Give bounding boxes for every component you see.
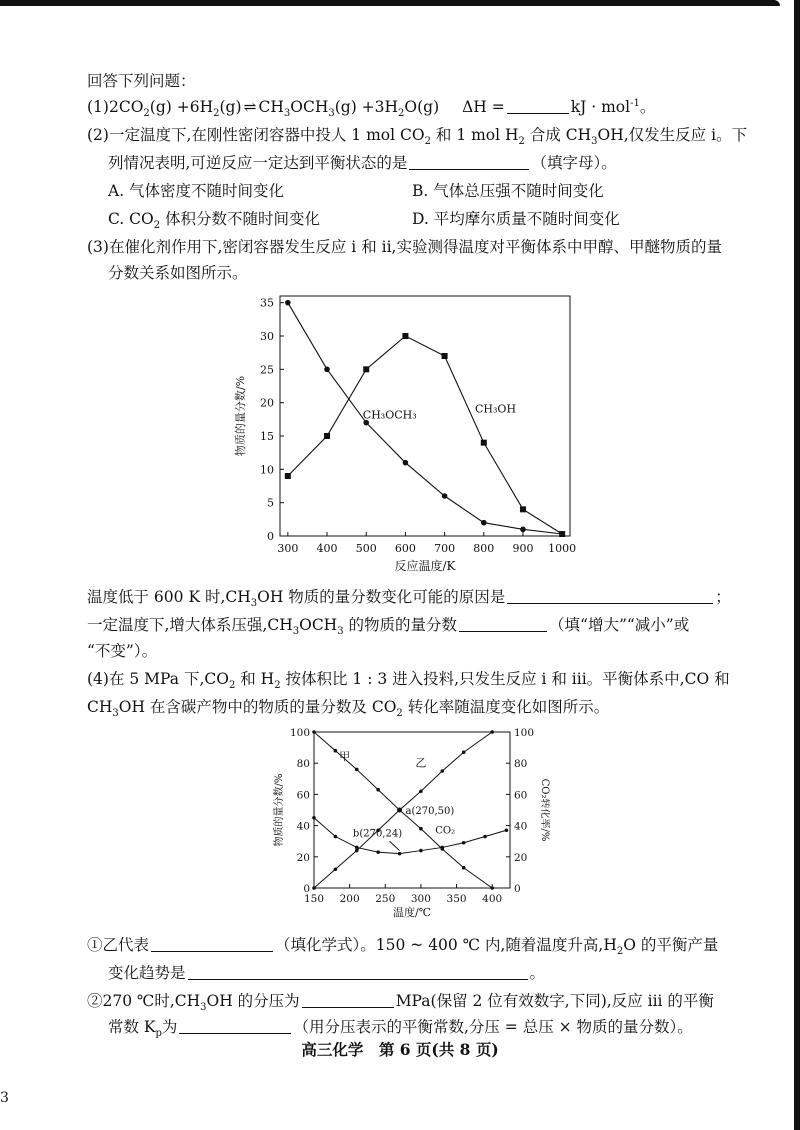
series-label-yi: 乙 (415, 756, 427, 770)
x-tick-label: 600 (394, 542, 416, 555)
question-3-line-2: 分数关系如图所示。 (108, 264, 248, 282)
series-point (334, 867, 338, 871)
x-tick-label: 200 (339, 893, 360, 905)
x-tick-label: 900 (512, 542, 534, 555)
question-3-after-2: 一定温度下,增大体系压强$,CH_3OCH_3$ 的物质的量分数 （填“增大”“减小”或 (87, 616, 690, 638)
y-tick-label-left: 80 (296, 758, 310, 771)
y-tick-label-right: 100 (514, 727, 535, 739)
series-point (462, 750, 466, 754)
point-square (285, 473, 291, 479)
page-edge-number: 3 (0, 1090, 9, 1106)
question-1: $(1)2CO_2(g) +6H_2(g)$ ⇌ $CH_3OCH_3(g) +3H_2O(g) \Delta H$ = kJ · mol$^{-1}$。 (87, 97, 656, 120)
series-point (505, 828, 509, 832)
point-square (324, 433, 330, 439)
y-axis-label: 物质的量分数/% (234, 375, 247, 457)
x-tick-label: 300 (410, 893, 431, 905)
answer-blank-2[interactable] (409, 153, 529, 170)
point-square (363, 366, 369, 372)
answer-blank-7[interactable] (302, 991, 394, 1008)
x-tick-label: 150 (303, 893, 325, 905)
y-tick-label-right: 40 (514, 820, 528, 833)
question-4-line-2: $CH_3OH$ 在含碳产物中的物质的量分数及 $CO_2$ 转化率随温度变化如图所示。 (87, 698, 610, 720)
x-tick-label: 800 (473, 542, 495, 555)
point-dot (559, 531, 565, 537)
question-3-line-1: (3)在催化剂作用下,密闭容器发生反应 i 和 ii,实验测得温度对平衡体系中甲醇、甲醚物质的量 (87, 238, 722, 256)
series-point (398, 852, 402, 856)
series-point (334, 835, 338, 839)
x-tick-label: 400 (482, 893, 503, 905)
question-2-line-2: 列情况表明,可逆反应一定达到平衡状态的是 （填字母）。 (108, 154, 617, 172)
y-axis-label-right: CO₂转化率/% (539, 778, 550, 842)
y-axis-label-left: 物质的量分数/% (274, 773, 285, 847)
y-tick-label: 30 (260, 330, 274, 343)
series-label-co2: CO₂ (435, 825, 456, 837)
x-tick-label: 300 (277, 542, 299, 555)
y-tick-label-left: 0 (303, 883, 310, 895)
series-label-ch3och3: CH₃OCH₃ (362, 408, 417, 422)
series-point (483, 835, 487, 839)
question-4-sub-2: ②270 ℃时$,CH_3OH$ 的分压为 MPa(保留 2 位有效数字,下同),反应 iii 的平衡 (87, 992, 714, 1014)
answer-blank-8[interactable] (179, 1017, 291, 1034)
series-point (355, 768, 359, 772)
x-tick-label: 700 (434, 542, 456, 555)
x-tick-label: 1000 (548, 542, 577, 555)
annotation-point-a (397, 808, 402, 813)
y-tick-label-right: 20 (514, 851, 528, 864)
y-tick-label-left: 100 (289, 727, 310, 739)
series-point (376, 850, 380, 854)
y-tick-label-left: 20 (296, 851, 310, 864)
series-point (334, 749, 338, 753)
scan-border-top (0, 0, 780, 6)
series-point (376, 788, 380, 792)
answer-blank-3[interactable] (507, 587, 713, 604)
series-point (312, 816, 316, 820)
x-axis-label: 温度/℃ (392, 906, 432, 919)
question-4-line-1: (4)在 5 MPa 下$,CO_2$ 和 $H_2$ 按体积比 1 : 3 进入投料,只发生反应 i 和 iii。平衡体系中,CO 和 (87, 670, 730, 692)
question-3-after-3: “不变”）。 (87, 642, 158, 660)
annotation-label-b: b(270,24) (352, 828, 403, 840)
y-tick-label: 10 (260, 463, 274, 477)
option-b: B. 气体总压强不随时间变化 (412, 182, 604, 200)
y-tick-label-right: 60 (514, 789, 528, 802)
series-point (355, 849, 359, 853)
plot-frame (280, 296, 570, 536)
lead-text: 回答下列问题： (87, 72, 196, 90)
page-footer: 高三化学 第 6 页(共 8 页) (301, 1040, 499, 1059)
x-axis-label: 反应温度/K (394, 559, 456, 573)
option-c: C. $CO_2$ 体积分数不随时间变化 (108, 210, 321, 232)
answer-blank-6[interactable] (188, 963, 528, 980)
annotation-label-a: a(270,50) (405, 806, 455, 817)
y-tick-label: 15 (260, 430, 274, 443)
y-tick-label-right: 0 (514, 883, 521, 895)
point-dot (481, 520, 487, 526)
answer-blank-4[interactable] (459, 615, 547, 632)
point-square (520, 506, 526, 512)
point-square (402, 333, 408, 339)
y-tick-label-right: 80 (514, 758, 528, 771)
series-point (440, 846, 444, 850)
question-3-after-1: 温度低于 600 K 时$,CH_3OH$ 物质的量分数变化可能的原因是 ； (87, 588, 731, 610)
annotation-leader-b (390, 841, 400, 850)
series-point (490, 886, 494, 890)
y-tick-label: 35 (260, 296, 274, 310)
series-point (462, 866, 466, 870)
question-4-sub-3: 常数 $K_p$为 （用分压表示的平衡常数,分压 = 总压 × 物质的量分数）。 (108, 1018, 693, 1040)
series-line-1 (288, 303, 562, 534)
point-square (442, 353, 448, 359)
option-a: A. 气体密度不随时间变化 (108, 182, 285, 200)
x-tick-label: 250 (375, 893, 396, 905)
y-tick-label: 20 (260, 396, 274, 410)
series-point (440, 769, 444, 773)
question-4-sub-1: ①乙代表 （填化学式）。150 ~ 400 ℃ 内,随着温度升高$,H_2O$ 的平衡产量 (87, 936, 719, 958)
chart-temperature-vs-fraction (230, 288, 590, 578)
question-4-sub-1-cont: 变化趋势是 。 (108, 964, 546, 982)
x-tick-label: 400 (316, 542, 338, 555)
y-tick-label: 0 (267, 530, 274, 543)
point-square (481, 440, 487, 446)
point-dot (285, 300, 291, 306)
x-tick-label: 500 (355, 542, 377, 555)
y-tick-label: 5 (267, 496, 274, 510)
series-point (419, 849, 423, 853)
series-point (312, 730, 316, 734)
series-line-2 (314, 818, 506, 854)
point-dot (520, 527, 526, 533)
series-point (312, 886, 316, 890)
series-label-jia: 甲 (339, 750, 351, 764)
chart-2-svg (270, 722, 550, 922)
point-dot (442, 493, 448, 499)
series-point (419, 827, 423, 831)
point-dot (403, 460, 409, 466)
scan-border-right (794, 0, 800, 1130)
answer-blank-5[interactable] (151, 935, 273, 952)
series-label-ch3oh: CH₃OH (475, 402, 517, 416)
answer-blank-1[interactable] (507, 97, 569, 114)
series-point (462, 841, 466, 845)
chart-co-ch3oh-conversion (270, 722, 550, 922)
question-2-line-1: (2)一定温度下,在刚性密闭容器中投人 1 mol $CO_2$ 和 1 mol $H_2$ 合成 $CH_3OH$,仅发生反应 i。下 (87, 126, 748, 148)
option-d: D. 平均摩尔质量不随时间变化 (412, 210, 620, 228)
y-tick-label-left: 40 (296, 820, 310, 833)
series-point (419, 789, 423, 793)
series-point (490, 730, 494, 734)
series-point (355, 846, 359, 850)
y-tick-label: 25 (260, 363, 274, 377)
x-tick-label: 350 (446, 893, 467, 905)
y-tick-label-left: 60 (296, 789, 310, 802)
chart-1-svg (230, 288, 590, 578)
point-dot (324, 367, 330, 373)
